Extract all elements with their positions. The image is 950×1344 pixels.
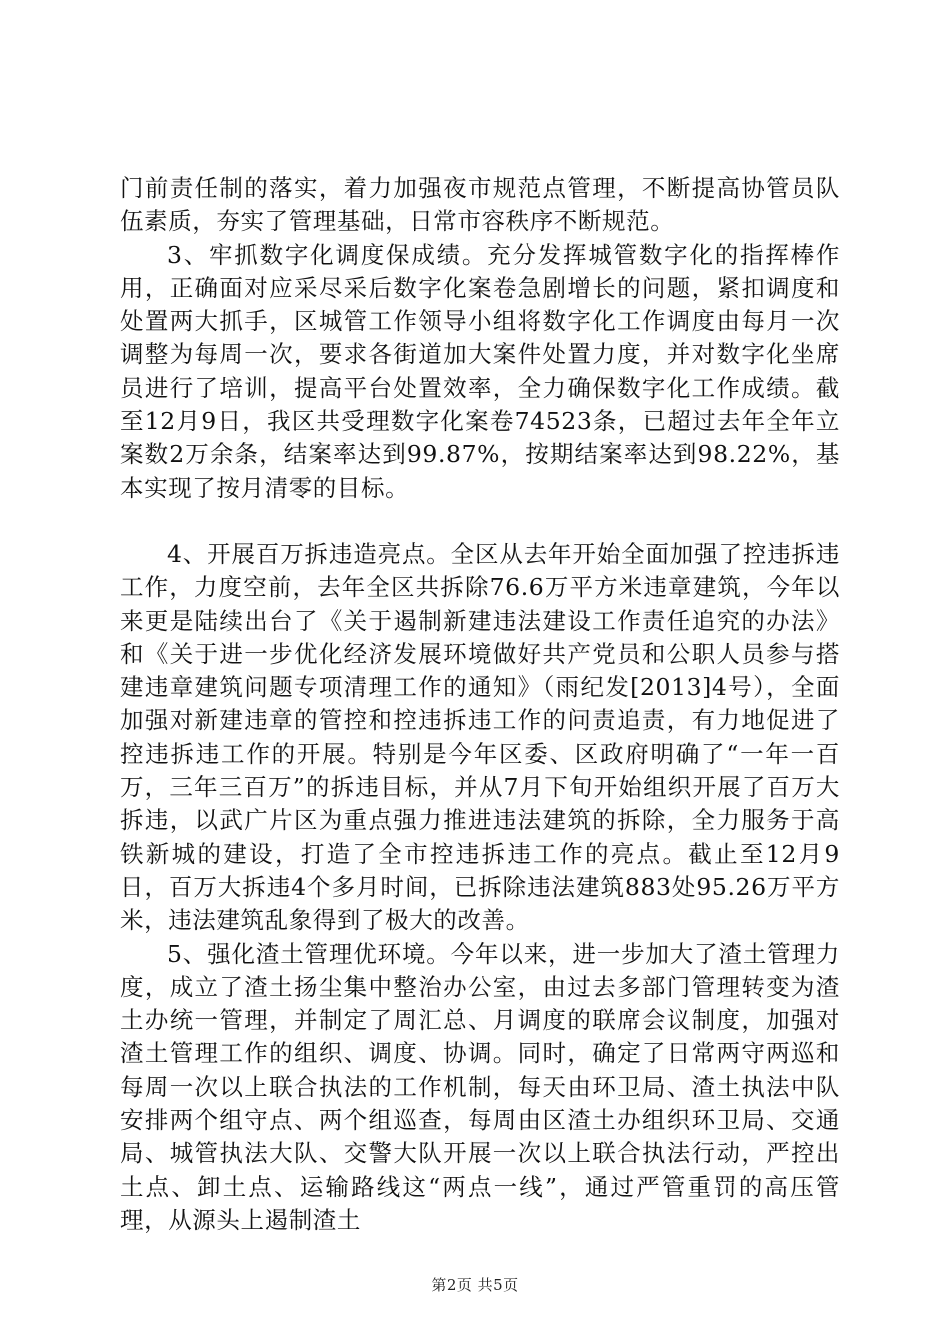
page-number-footer: 第2页 共5页	[431, 1276, 519, 1294]
paragraph-item-5: 5、强化渣土管理优环境。今年以来，进一步加大了渣土管理力度，成立了渣土扬尘集中整治办公室，由过去多部门管理转变为渣土办统一管理，并制定了周汇总、月调度的联席会议制度，加强对渣土管理工作的组织、调度、协调。同时，确定了日常两守两巡和每周一次以上联合执法的工作机制，每天由环卫局、渣土执法中队安排两个组守点、两个组巡查，每周由区渣土办组织环卫局、交通局、城管执法大队、交警大队开展一次以上联合执法行动，严控出土点、卸土点、运输路线这“两点一线”，通过严管重罚的高压管理，从源头上遏制渣土	[120, 939, 840, 1234]
paragraph-continuation: 门前责任制的落实，着力加强夜市规范点管理，不断提高协管员队伍素质，夯实了管理基础，日常市容秩序不断规范。	[120, 174, 840, 236]
paragraph-item-4: 4、开展百万拆违造亮点。全区从去年开始全面加强了控违拆违工作，力度空前，去年全区共拆除76.6万平方米违章建筑，今年以来更是陆续出台了《关于遏制新建违法建设工作责任追究的办法》和《关于进一步优化经济发展环境做好共产党员和公职人员参与搭建违章建筑问题专项清理工作的通知》（雨纪发[2013]4号），全面加强对新建违章的管控和控违拆违工作的问责追责，有力地促进了控违拆违工作的开展。特别是今年区委、区政府明确了“一年一百万，三年三百万”的拆违目标，并从7月下旬开始组织开展了百万大拆违，以武广片区为重点强力推进违法建筑的拆除，全力服务于高铁新城的建设，打造了全市控违拆违工作的亮点。截止至12月9日，百万大拆违4个多月时间，已拆除违法建筑883处95.26万平方米，违法建筑乱象得到了极大的改善。	[120, 539, 840, 935]
paragraph-item-3: 3、牢抓数字化调度保成绩。充分发挥城管数字化的指挥棒作用，正确面对应采尽采后数字化案卷急剧增长的问题，紧扣调度和处置两大抓手，区城管工作领导小组将数字化工作调度由每月一次调整为每周一次，要求各街道加大案件处置力度，并对数字化坐席员进行了培训，提高平台处置效率，全力确保数字化工作成绩。截至12月9日，我区共受理数字化案卷74523条，已超过去年全年立案数2万余条，结案率达到99.87%，按期结案率达到98.22%，基本实现了按月清零的目标。	[120, 240, 840, 502]
document-body	[120, 172, 840, 1237]
